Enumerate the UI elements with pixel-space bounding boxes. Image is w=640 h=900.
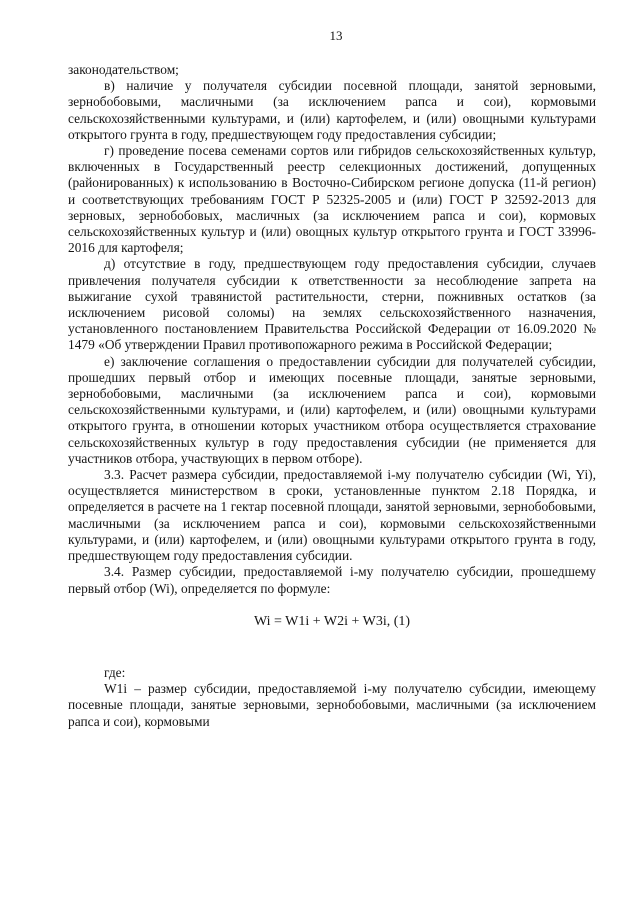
paragraph-item-g: г) проведение посева семенами сортов или гибридов сельскохозяйственных культур, включенных в Государственный реестр селекционных достижений, допущенных (районированных) к использованию в Восточно-Сибирском регионе допуска (11-й регион) и соответствующих требованиям ГОСТ Р 52325-2005 и (или) ГОСТ Р 32592-2013 для зерновых, зернобобовых, масличных (за исключением рапса и сои), кормовых сельскохозяйственных культур и (или) овощных культур открытого грунта и ГОСТ 33996-2016 для картофеля;: [68, 143, 596, 256]
page-number: 13: [329, 28, 343, 43]
paragraph-3-3: 3.3. Расчет размера субсидии, предоставляемой i-му получателю субсидии (Wi, Yi), осуществляется министерством в сроки, установленные пунктом 2.18 Порядка, и определяется в расчете на 1 гектар посевной площади, занятой зерновыми, зернобобовыми, масличными (за исключением рапса и сои), кормовыми сельскохозяйственными культурами, и (или) картофелем, и (или) овощными культурами открытого грунта в году, предшествующем году предоставления субсидии.: [68, 467, 596, 564]
paragraph-continuation: законодательством;: [68, 62, 179, 77]
paragraph-item-d: д) отсутствие в году, предшествующем году предоставления субсидии, случаев привлечения получателя субсидии к ответственности за несоблюдение запрета на выжигание сухой травянистой растительности, стерни, пожнивных остатков (за исключением рисовой соломы) на землях сельскохозяйственного назначения, установленного постановлением Правительства Российской Федерации от 16.09.2020 № 1479 «Об утверждении Правил противопожарного режима в Российской Федерации;: [68, 256, 596, 353]
document-body: [68, 62, 596, 730]
paragraph-item-v: в) наличие у получателя субсидии посевной площади, занятой зерновыми, зернобобовыми, масличными (за исключением рапса и сои), кормовыми сельскохозяйственными культурами, и (или) картофелем, и (или) овощными культурами открытого грунта в году, предшествующем году предоставления субсидии;: [68, 78, 596, 142]
paragraph-item-e: е) заключение соглашения о предоставлении субсидии для получателей субсидии, прошедших первый отбор и имеющих посевные площади, занятые зерновыми, зернобобовыми, масличными (за исключением рапса и сои), кормовыми сельскохозяйственными культурами, и (или) картофелем, и (или) овощными культурами открытого грунта, в отношении которых участником отбора осуществляется страхование сельскохозяйственных культур в году предоставления субсидии (не применяется для участников отбора, участвующих в первом отборе).: [68, 353, 596, 466]
definition-w1i: W1i – размер субсидии, предоставляемой i-му получателю субсидии, имеющему посевные площади, занятые зерновыми, зернобобовыми, масличными (за исключением рапса и сои), кормовыми: [68, 681, 596, 729]
formula: Wi = W1i + W2i + W3i, (1): [253, 613, 411, 629]
where-label: где:: [104, 664, 126, 680]
paragraph-3-4: 3.4. Размер субсидии, предоставляемой i-му получателю субсидии, прошедшему первый отбор (Wi), определяется по формуле:: [68, 564, 596, 596]
